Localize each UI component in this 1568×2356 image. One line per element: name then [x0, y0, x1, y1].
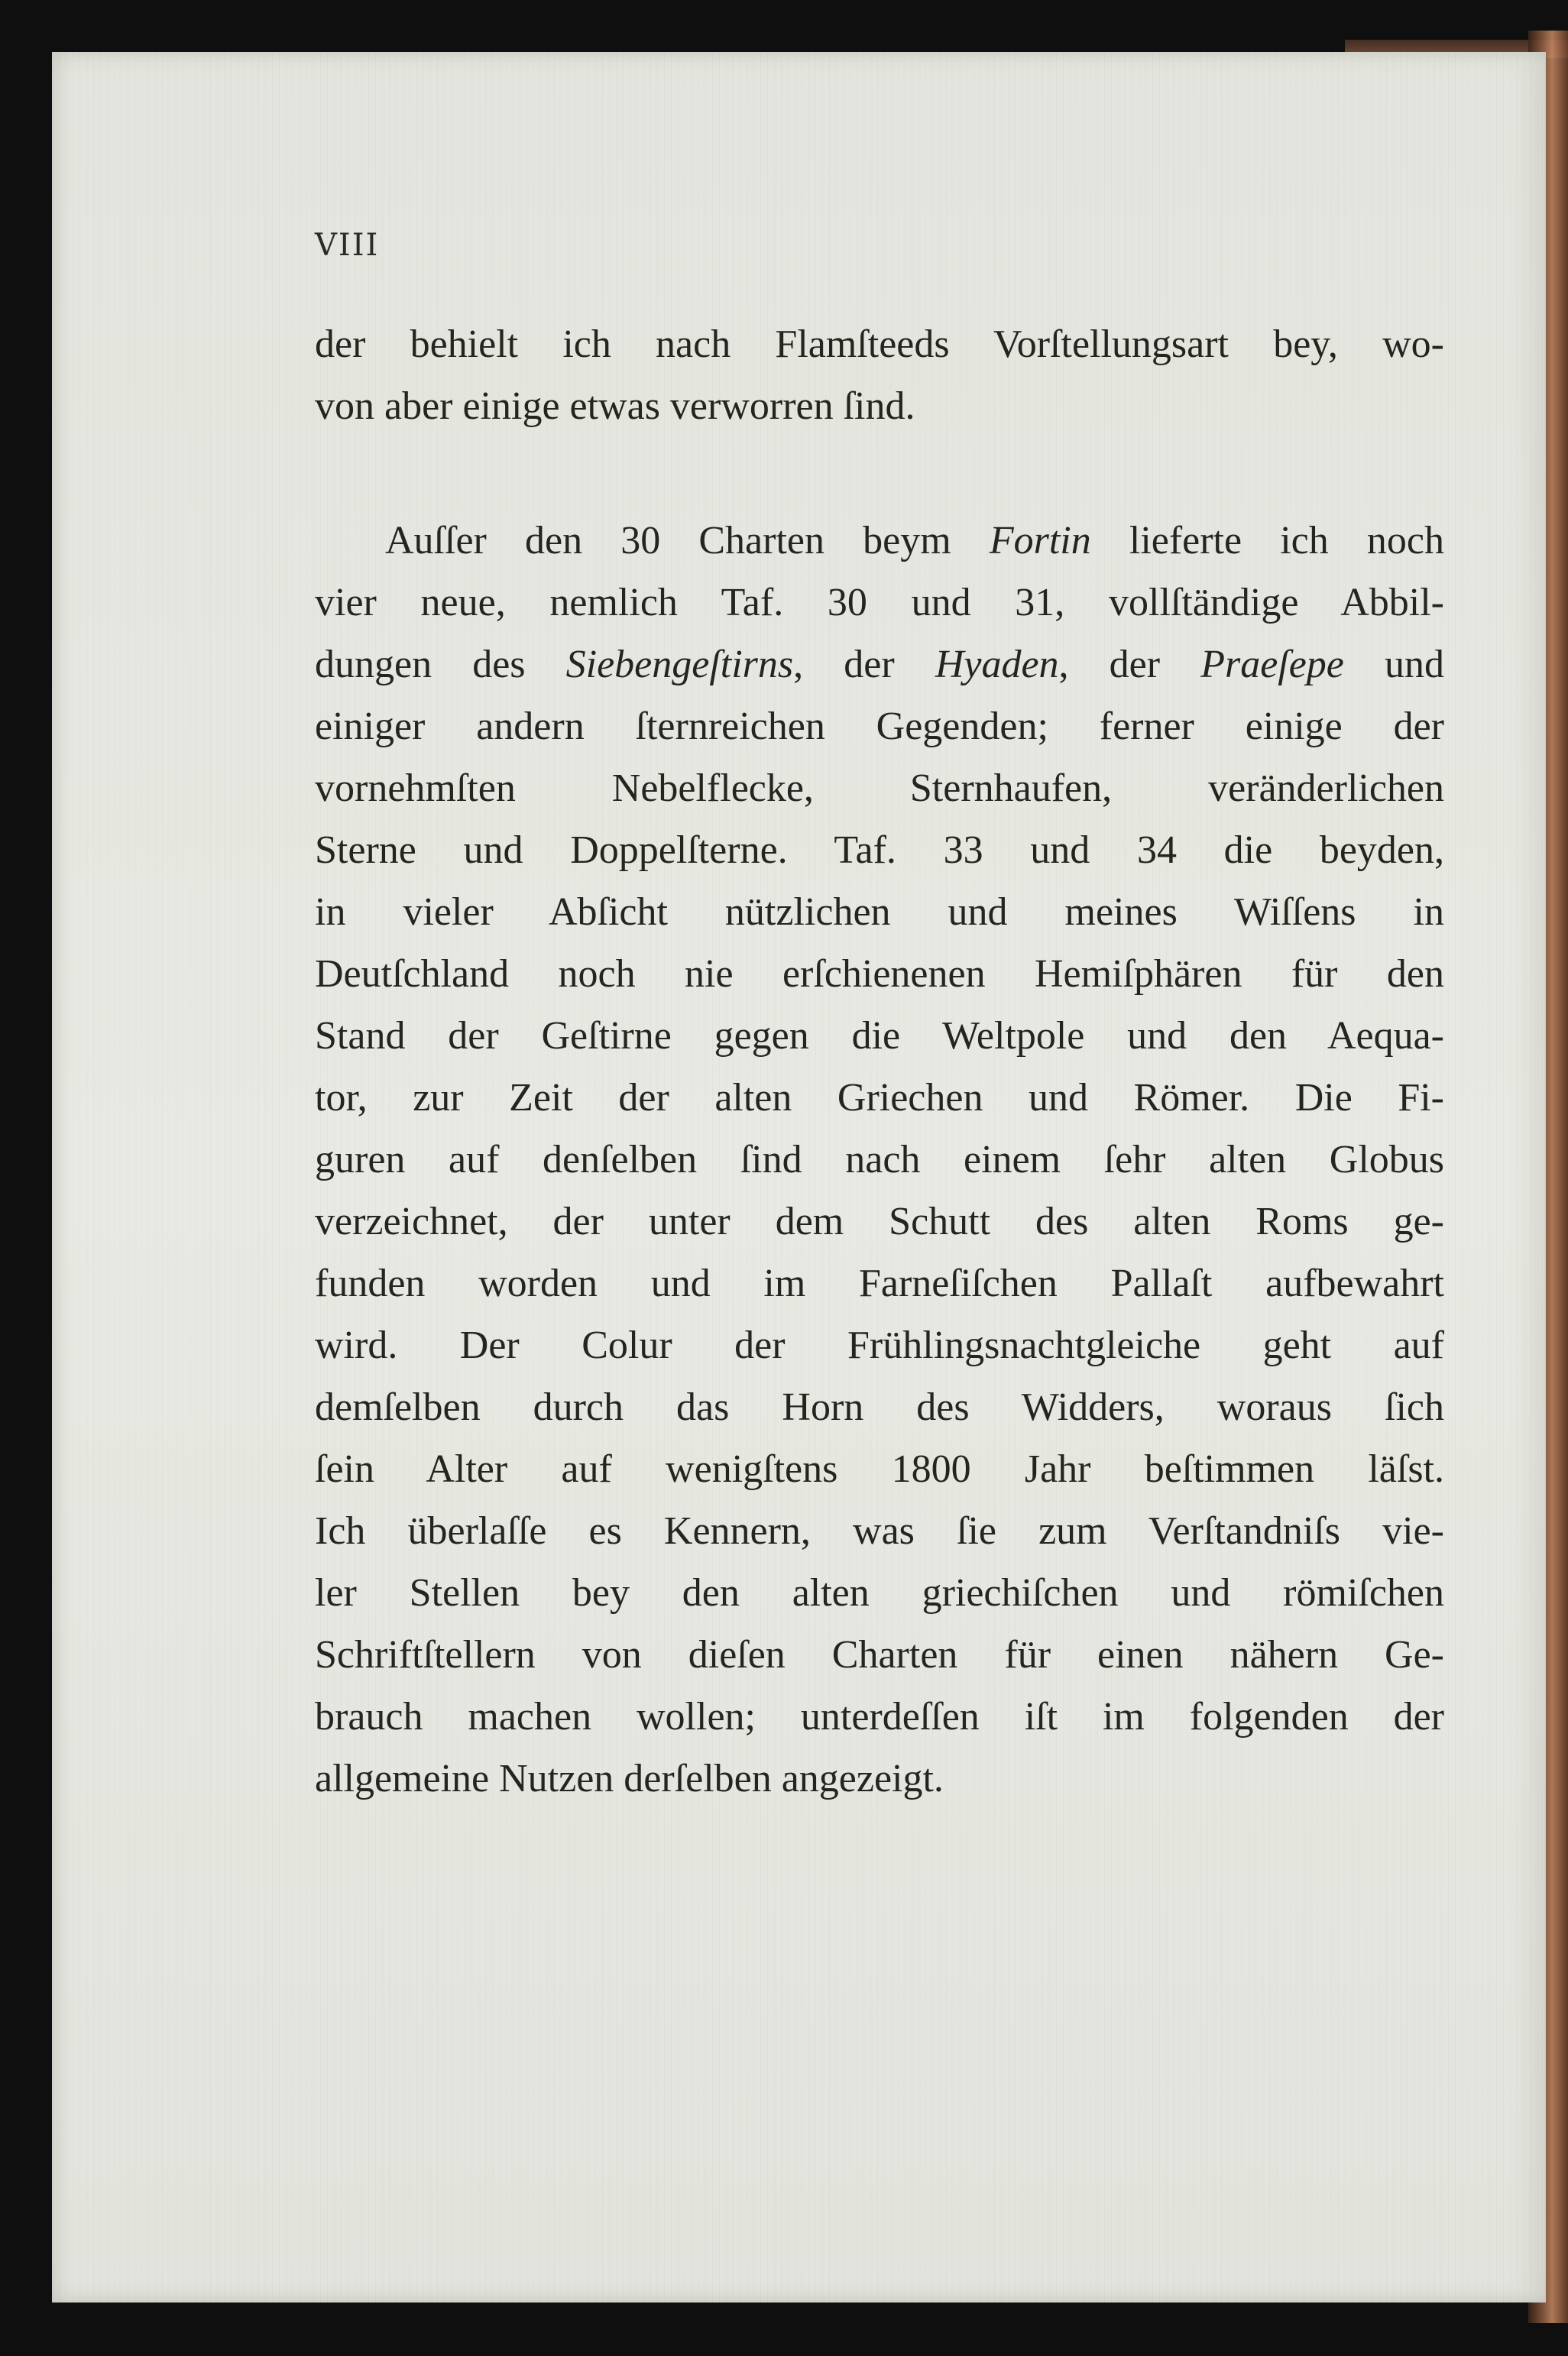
- text-line: ler Stellen bey den alten griechiſchen und römiſchen: [315, 1571, 1444, 1615]
- page-number: VIII: [315, 228, 380, 263]
- text-line: [315, 510, 1444, 572]
- paragraph-gap: [315, 437, 1444, 510]
- text-line: Deutſchland noch nie erſchienenen Hemiſphären für den: [315, 952, 1444, 996]
- text-run: Auſſer den 30 Charten beym: [385, 519, 990, 562]
- text-line: Ich überlaſſe es Kennern, was ſie zum Verſtandniſs vie-: [315, 1509, 1444, 1553]
- text-run: , der: [1058, 643, 1201, 686]
- text-line: demſelben durch das Horn des Widders, woraus ſich: [315, 1385, 1444, 1429]
- text-run: dungen des: [315, 643, 566, 686]
- text-line: in vieler Abſicht nützlichen und meines Wiſſens in: [315, 890, 1444, 934]
- text-line: allgemeine Nutzen derſelben angezeigt.: [315, 1757, 944, 1800]
- text-line: wird. Der Colur der Frühlingsnachtgleiche geht auf: [315, 1324, 1444, 1367]
- text-line: guren auf denſelben ſind nach einem ſehr alten Globus: [315, 1138, 1444, 1181]
- text-line: verzeichnet, der unter dem Schutt des alten Roms ge-: [315, 1200, 1444, 1243]
- text-line: einiger andern ſternreichen Gegenden; ferner einige der: [315, 705, 1444, 748]
- text-line: funden worden und im Farneſiſchen Pallaſt aufbewahrt: [315, 1262, 1444, 1305]
- text-line: Sterne und Doppelſterne. Taf. 33 und 34 die beyden,: [315, 828, 1444, 872]
- text-line: Schriftſtellern von dieſen Charten für einen nähern Ge-: [315, 1633, 1444, 1677]
- italic-name-fortin: Fortin: [989, 519, 1091, 562]
- text-run: lieferte ich noch: [1090, 519, 1444, 562]
- italic-name-praesepe: Praeſepe: [1200, 643, 1344, 686]
- italic-name-siebengestirn: Siebengeſtirns: [565, 643, 794, 686]
- text-line: tor, zur Zeit der alten Griechen und Römer. Die Fi-: [315, 1076, 1444, 1120]
- text-line: vier neue, nemlich Taf. 30 und 31, vollſtändige Abbil-: [315, 581, 1444, 624]
- text-line: [315, 634, 1444, 695]
- text-line: Stand der Geſtirne gegen die Weltpole und den Aequa-: [315, 1014, 1444, 1058]
- text-line: von aber einige etwas verworren ſind.: [315, 384, 915, 428]
- text-run: und: [1343, 643, 1445, 686]
- italic-name-hyaden: Hyaden: [935, 643, 1059, 686]
- text-line: der behielt ich nach Flamſteeds Vorſtellungsart bey, wo-: [315, 322, 1444, 366]
- text-run: , der: [793, 643, 935, 686]
- text-line: brauch machen wollen; unterdeſſen iſt im folgenden der: [315, 1695, 1444, 1739]
- text-line: vornehmſten Nebelflecke, Sternhaufen, veränderlichen: [315, 766, 1444, 810]
- text-line: ſein Alter auf wenigſtens 1800 Jahr beſtimmen läſst.: [315, 1447, 1444, 1491]
- body-text: [315, 313, 1444, 1810]
